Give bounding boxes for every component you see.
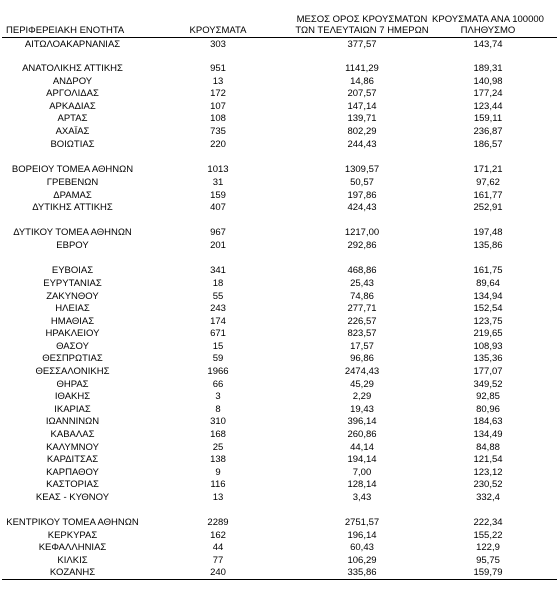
cell-region: ΘΑΣΟΥ [56,341,89,352]
table-row [0,492,560,504]
table-row [0,328,560,340]
header-region: ΠΕΡΙΦΕΡΕΙΑΚΗ ΕΝΟΤΗΤΑ [6,25,125,36]
table-row [0,416,560,428]
cell-cases: 303 [210,39,226,50]
table-row [0,542,560,554]
cell-per100k: 122,9 [476,542,500,553]
table-row [0,291,560,303]
cell-cases: 310 [210,416,226,427]
table-row [0,202,560,214]
table-row [0,517,560,529]
cell-per100k: 95,75 [476,555,500,566]
header-average-line2: ΤΩΝ ΤΕΛΕΥΤΑΙΩΝ 7 ΗΜΕΡΩΝ [295,25,429,36]
cell-average: 139,71 [347,113,377,124]
cell-average: 396,14 [347,416,377,427]
cell-average: 60,43 [350,542,374,553]
cell-per100k: 252,91 [473,202,503,213]
cell-region: ΓΡΕΒΕΝΩΝ [46,177,99,188]
table-row [0,303,560,315]
cell-average: 194,14 [347,454,377,465]
cell-average: 424,43 [347,202,377,213]
cell-cases: 2289 [207,517,229,528]
cell-per100k: 108,93 [473,341,503,352]
cell-average: 25,43 [350,278,374,289]
cell-region: ΚΑΡΠΑΘΟΥ [46,467,99,478]
cell-average: 244,43 [347,139,377,150]
cell-average: 292,86 [347,240,377,251]
cell-cases: 138 [210,454,226,465]
cell-region: ΔΥΤΙΚΗΣ ΑΤΤΙΚΗΣ [32,202,113,213]
cell-per100k: 222,34 [473,517,503,528]
cell-average: 45,29 [350,379,374,390]
table-row [0,391,560,403]
cell-per100k: 121,54 [473,454,503,465]
cell-per100k: 152,54 [473,303,503,314]
table-row [0,467,560,479]
cell-average: 277,71 [347,303,377,314]
cell-cases: 18 [212,278,224,289]
cell-cases: 220 [210,139,226,150]
cell-cases: 108 [210,113,226,124]
cell-region: ΒΟΙΩΤΙΑΣ [50,139,95,150]
cell-cases: 3 [215,391,221,402]
cell-per100k: 140,98 [473,76,503,87]
cell-region: ΚΑΒΑΛΑΣ [50,429,95,440]
cell-average: 802,29 [347,126,377,137]
table-row [0,164,560,176]
cell-cases: 967 [210,227,226,238]
header-per100k-line1: ΚΡΟΥΣΜΑΤΑ ΑΝΑ 100000 [432,14,544,25]
cell-average: 147,14 [347,101,377,112]
table-row [0,404,560,416]
table-row [0,88,560,100]
cell-per100k: 80,96 [476,404,500,415]
cell-cases: 159 [210,190,226,201]
cell-average: 17,57 [350,341,374,352]
cell-region: ΘΕΣΣΑΛΟΝΙΚΗΣ [35,366,110,377]
cell-average: 96,86 [350,353,374,364]
table-row [0,240,560,252]
cell-cases: 735 [210,126,226,137]
cell-cases: 240 [210,567,226,578]
cell-average: 377,57 [347,39,377,50]
cell-per100k: 134,49 [473,429,503,440]
table-row [0,442,560,454]
table-row [0,76,560,88]
cell-per100k: 186,57 [473,139,503,150]
cell-cases: 59 [212,353,224,364]
cell-average: 19,43 [350,404,374,415]
cell-region: ΚΑΛΥΜΝΟΥ [46,442,99,453]
cell-average: 1309,57 [344,164,380,175]
cell-per100k: 143,74 [473,39,503,50]
cell-average: 260,86 [347,429,377,440]
cell-average: 2751,57 [344,517,380,528]
cell-per100k: 135,36 [473,353,503,364]
cell-region: ΒΟΡΕΙΟΥ ΤΟΜΕΑ ΑΘΗΝΩΝ [11,164,134,175]
cell-per100k: 159,79 [473,567,503,578]
cell-per100k: 159,11 [473,113,503,124]
cell-per100k: 349,52 [473,379,503,390]
cell-region: ΚΕΝΤΡΙΚΟΥ ΤΟΜΕΑ ΑΘΗΝΩΝ [6,517,139,528]
cell-average: 74,86 [350,291,374,302]
table-row [0,341,560,353]
cell-cases: 107 [210,101,226,112]
cell-per100k: 197,48 [473,227,503,238]
cell-region: ΗΛΕΙΑΣ [55,303,90,314]
cell-cases: 44 [212,542,224,553]
table-row [0,139,560,151]
table-row [0,63,560,75]
cell-average: 106,29 [347,555,377,566]
cell-cases: 13 [212,76,224,87]
table-row [0,366,560,378]
cell-per100k: 134,94 [473,291,503,302]
cell-cases: 1966 [207,366,229,377]
cell-region: ΚΕΑΣ - ΚΥΘΝΟΥ [35,492,110,503]
cell-region: ΙΘΑΚΗΣ [54,391,91,402]
cell-per100k: 123,12 [473,467,503,478]
cell-region: ΙΩΑΝΝΙΝΩΝ [45,416,100,427]
cell-per100k: 123,75 [473,316,503,327]
cell-per100k: 219,65 [473,328,503,339]
cell-average: 335,86 [347,567,377,578]
cell-region: ΚΑΣΤΟΡΙΑΣ [46,479,99,490]
cell-average: 2474,43 [344,366,380,377]
table-row [0,278,560,290]
cell-average: 50,57 [350,177,374,188]
cell-average: 207,57 [347,88,377,99]
table-row [0,101,560,113]
cell-cases: 31 [212,177,224,188]
cell-average: 1217,00 [344,227,380,238]
cell-region: ΗΡΑΚΛΕΙΟΥ [45,328,100,339]
cell-cases: 243 [210,303,226,314]
header-average-line1: ΜΕΣΟΣ ΟΡΟΣ ΚΡΟΥΣΜΑΤΩΝ [296,14,428,25]
cell-average: 14,86 [350,76,374,87]
cell-region: ΑΡΓΟΛΙΔΑΣ [46,88,99,99]
cell-region: ΚΟΖΑΝΗΣ [49,567,96,578]
cell-region: ΕΥΒΟΙΑΣ [51,265,94,276]
cell-average: 823,57 [347,328,377,339]
cell-region: ΑΙΤΩΛΟΑΚΑΡΝΑΝΙΑΣ [24,39,121,50]
cell-cases: 201 [210,240,226,251]
cell-region: ΚΕΡΚΥΡΑΣ [47,530,98,541]
cell-per100k: 189,31 [473,63,503,74]
cell-region: ΖΑΚΥΝΘΟΥ [46,291,99,302]
cell-cases: 8 [215,404,221,415]
table-row [0,126,560,138]
cell-per100k: 89,64 [476,278,500,289]
cell-per100k: 155,22 [473,530,503,541]
cell-cases: 66 [212,379,224,390]
cell-region: ΑΧΑΪΑΣ [55,126,90,137]
cell-average: 128,14 [347,479,377,490]
table-row [0,379,560,391]
table-row [0,479,560,491]
cell-cases: 116 [210,479,226,490]
cell-cases: 13 [212,492,224,503]
cell-region: ΘΗΡΑΣ [56,379,89,390]
cell-region: ΔΥΤΙΚΟΥ ΤΟΜΕΑ ΑΘΗΝΩΝ [13,227,132,238]
cell-average: 1141,29 [345,63,379,74]
cell-per100k: 332,4 [476,492,500,503]
cell-per100k: 92,85 [476,391,500,402]
bottom-divider [2,579,557,580]
cell-cases: 77 [212,555,224,566]
cell-cases: 9 [215,467,221,478]
cell-region: ΗΜΑΘΙΑΣ [50,316,95,327]
table-row [0,227,560,239]
cell-region: ΑΝΑΤΟΛΙΚΗΣ ΑΤΤΙΚΗΣ [22,63,123,74]
cell-region: ΕΥΡΥΤΑΝΙΑΣ [43,278,102,289]
cell-cases: 951 [210,63,226,74]
cell-region: ΙΚΑΡΙΑΣ [54,404,91,415]
cell-region: ΑΝΔΡΟΥ [52,76,93,87]
cell-region: ΕΒΡΟΥ [56,240,89,251]
cell-cases: 15 [212,341,224,352]
cell-region: ΚΙΛΚΙΣ [57,555,88,566]
header-per100k-line2: ΠΛΗΘΥΣΜΟ [460,25,516,36]
table-row [0,265,560,277]
cell-cases: 25 [212,442,224,453]
cell-cases: 162 [210,530,226,541]
cell-per100k: 171,21 [473,164,503,175]
cell-cases: 172 [210,88,226,99]
table-row [0,113,560,125]
cell-per100k: 123,44 [473,101,503,112]
cell-cases: 1013 [207,164,229,175]
cell-per100k: 184,63 [473,416,503,427]
cell-per100k: 177,24 [473,88,503,99]
cell-region: ΚΑΡΔΙΤΣΑΣ [46,454,99,465]
cell-region: ΚΕΦΑΛΛΗΝΙΑΣ [38,542,107,553]
cell-per100k: 135,86 [473,240,503,251]
table-row [0,177,560,189]
table-row [0,190,560,202]
cell-per100k: 177,07 [473,366,503,377]
cell-per100k: 97,62 [476,177,500,188]
cell-per100k: 236,87 [473,126,503,137]
cell-average: 197,86 [347,190,377,201]
cell-average: 3,43 [352,492,372,503]
table-row [0,454,560,466]
header-cases: ΚΡΟΥΣΜΑΤΑ [189,25,247,36]
table-row [0,353,560,365]
table-row [0,39,560,51]
cell-region: ΑΡΚΑΔΙΑΣ [49,101,96,112]
table-row [0,555,560,567]
table-row [0,567,560,579]
cell-per100k: 230,52 [473,479,503,490]
cell-average: 468,86 [347,265,377,276]
cell-cases: 55 [212,291,224,302]
table-row [0,429,560,441]
cell-average: 226,57 [347,316,377,327]
cell-region: ΔΡΑΜΑΣ [53,190,92,201]
cell-cases: 671 [210,328,226,339]
cell-cases: 174 [210,316,226,327]
cell-average: 7,00 [352,467,372,478]
table-row [0,530,560,542]
cell-cases: 341 [210,265,226,276]
cell-region: ΑΡΤΑΣ [57,113,88,124]
table-row [0,316,560,328]
cell-region: ΘΕΣΠΡΩΤΙΑΣ [42,353,103,364]
cell-cases: 407 [210,202,226,213]
cell-per100k: 161,77 [473,190,503,201]
cell-per100k: 161,75 [473,265,503,276]
cell-cases: 168 [210,429,226,440]
cell-per100k: 84,88 [476,442,500,453]
cell-average: 2,29 [352,391,372,402]
cell-average: 44,14 [350,442,374,453]
cell-average: 196,14 [347,530,377,541]
